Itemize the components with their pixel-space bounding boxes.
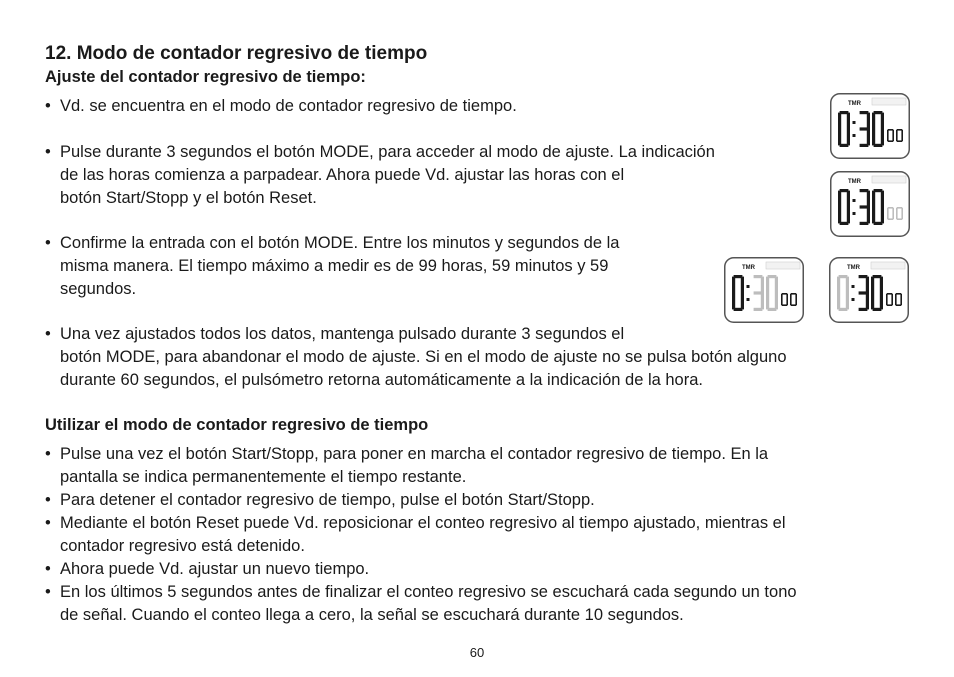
watch-lcd-icon: [829, 257, 909, 323]
lcd-segment: [881, 207, 884, 223]
lcd-segment: [901, 130, 903, 136]
lcd-segment: [791, 304, 796, 306]
lcd-top-bar: [766, 262, 800, 269]
lcd-segment: [872, 113, 875, 129]
use-bullet-5-line-2: de señal. Cuando el conteo llega a cero, la señal se escuchará durante 10 segundos.: [60, 606, 684, 624]
lcd-display-4: [829, 257, 909, 323]
lcd-segment: [872, 129, 875, 145]
lcd-segment: [775, 293, 778, 309]
lcd-segment: [887, 130, 889, 136]
lcd-segment: [782, 304, 787, 306]
lcd-label: TMR: [848, 101, 861, 107]
lcd-top-bar: [872, 176, 906, 183]
lcd-segment: [790, 300, 792, 306]
lcd-segment: [846, 293, 849, 309]
lcd-display-2: [830, 171, 910, 237]
use-bullet-4-line-1: Ahora puede Vd. ajustar un nuevo tiempo.: [60, 560, 370, 578]
use-bullet-5-line-1: En los últimos 5 segundos antes de finalizar el conteo regresivo se escuchará cada segundo un tono: [60, 583, 797, 601]
lcd-segment: [766, 293, 769, 309]
lcd-segment: [888, 207, 893, 209]
use-bullet-3-line-2: contador regresivo está detenido.: [60, 537, 305, 555]
lcd-segment: [786, 294, 788, 300]
lcd-segment: [888, 140, 893, 142]
lcd-segment: [860, 222, 869, 225]
page-number: 60: [469, 645, 485, 660]
lcd-segment: [837, 293, 840, 309]
setup-bullet-3-line-3: segundos.: [60, 280, 137, 298]
lcd-segment: [896, 130, 898, 136]
lcd-segment: [895, 300, 897, 306]
lcd-colon-dot: [853, 121, 856, 124]
lcd-display-3: [724, 257, 804, 323]
setup-bullet-3: [45, 232, 619, 301]
lcd-label: TMR: [848, 179, 861, 185]
lcd-segment: [781, 300, 783, 306]
lcd-segment: [888, 129, 893, 131]
lcd-segment: [892, 136, 894, 142]
lcd-segment: [867, 129, 870, 145]
lcd-segment: [837, 277, 840, 293]
lcd-display-1: [830, 93, 910, 159]
lcd-segment: [881, 191, 884, 207]
lcd-segment: [766, 277, 769, 293]
lcd-segment: [897, 129, 902, 131]
lcd-segment: [888, 218, 893, 220]
lcd-segment: [790, 294, 792, 300]
lcd-colon-dot: [852, 285, 855, 288]
lcd-segment: [892, 130, 894, 136]
use-heading: Utilizar el modo de contador regresivo de tiempo: [45, 416, 429, 434]
lcd-top-bar: [871, 262, 905, 269]
lcd-segment: [795, 300, 797, 306]
lcd-segment: [732, 293, 735, 309]
use-bullet-5: [45, 581, 797, 627]
lcd-segment: [761, 277, 764, 293]
lcd-segment: [732, 277, 735, 293]
lcd-segment: [866, 293, 869, 309]
lcd-segment: [897, 140, 902, 142]
lcd-segment: [880, 277, 883, 293]
lcd-segment: [859, 308, 868, 311]
lcd-segment: [887, 136, 889, 142]
lcd-segment: [901, 214, 903, 220]
lcd-segment: [846, 277, 849, 293]
bullet-dot: •: [45, 583, 51, 601]
setup-bullet-4: [45, 323, 787, 392]
use-bullet-4: [45, 558, 369, 581]
setup-bullet-2-line-1: Pulse durante 3 segundos el botón MODE, para acceder al modo de ajuste. La indicación: [60, 143, 715, 161]
lcd-colon-dot: [853, 212, 856, 215]
setup-heading: Ajuste del contador regresivo de tiempo:: [45, 68, 366, 86]
watch-lcd-icon: [830, 171, 910, 237]
bullet-dot: •: [45, 143, 51, 161]
setup-bullet-2-line-2: de las horas comienza a parpadear. Ahora puede Vd. ajustar las horas con el: [60, 166, 625, 184]
setup-bullet-1: [45, 95, 517, 118]
lcd-segment: [867, 207, 870, 223]
lcd-segment: [891, 300, 893, 306]
lcd-segment: [896, 136, 898, 142]
lcd-segment: [754, 308, 763, 311]
lcd-segment: [892, 208, 894, 214]
lcd-segment: [761, 293, 764, 309]
lcd-segment: [786, 300, 788, 306]
watch-lcd-icon: [724, 257, 804, 323]
lcd-segment: [900, 294, 902, 300]
lcd-segment: [872, 191, 875, 207]
lcd-colon-dot: [747, 285, 750, 288]
lcd-segment: [901, 136, 903, 142]
lcd-segment: [795, 294, 797, 300]
lcd-segment: [896, 208, 898, 214]
setup-bullet-2: [45, 141, 715, 210]
lcd-label: TMR: [742, 265, 755, 271]
section-title: 12. Modo de contador regresivo de tiempo: [45, 43, 428, 64]
lcd-segment: [838, 129, 841, 145]
lcd-colon-dot: [747, 298, 750, 301]
lcd-segment: [867, 191, 870, 207]
lcd-segment: [901, 208, 903, 214]
lcd-segment: [896, 214, 898, 220]
setup-bullet-4-line-3: durante 60 segundos, el pulsómetro retorna automáticamente a la indicación de la hora.: [60, 371, 703, 389]
lcd-segment: [887, 214, 889, 220]
use-bullet-2-line-1: Para detener el contador regresivo de tiempo, pulse el botón Start/Stopp.: [60, 491, 595, 509]
lcd-segment: [897, 218, 902, 220]
bullet-dot: •: [45, 445, 51, 463]
use-bullet-3: [45, 512, 786, 558]
lcd-segment: [860, 144, 869, 147]
bullet-dot: •: [45, 491, 51, 509]
use-bullet-3-line-1: Mediante el botón Reset puede Vd. reposicionar el conteo regresivo al tiempo ajustado, mientras el: [60, 514, 786, 532]
lcd-segment: [866, 277, 869, 293]
lcd-segment: [886, 294, 888, 300]
lcd-colon-dot: [852, 298, 855, 301]
watch-lcd-icon: [830, 93, 910, 159]
use-bullet-2: [45, 489, 595, 512]
setup-bullet-3-line-1: Confirme la entrada con el botón MODE. Entre los minutos y segundos de la: [60, 234, 620, 252]
lcd-segment: [741, 277, 744, 293]
lcd-segment: [838, 191, 841, 207]
setup-bullet-4-line-2: botón MODE, para abandonar el modo de ajuste. Si en el modo de ajuste no se pulsa botón alguno: [60, 348, 787, 366]
lcd-segment: [871, 293, 874, 309]
lcd-segment: [838, 207, 841, 223]
setup-bullet-1-line-1: Vd. se encuentra en el modo de contador regresivo de tiempo.: [60, 97, 517, 115]
bullet-dot: •: [45, 325, 51, 343]
lcd-segment: [781, 294, 783, 300]
lcd-top-bar: [872, 98, 906, 105]
lcd-segment: [847, 113, 850, 129]
use-bullet-1-line-2: pantalla se indica permanentemente el tiempo restante.: [60, 468, 467, 486]
lcd-segment: [741, 293, 744, 309]
lcd-segment: [897, 207, 902, 209]
bullet-dot: •: [45, 560, 51, 578]
bullet-dot: •: [45, 97, 51, 115]
lcd-segment: [872, 207, 875, 223]
setup-bullet-2-line-3: botón Start/Stopp y el botón Reset.: [60, 189, 317, 207]
lcd-label: TMR: [847, 265, 860, 271]
setup-bullet-3-line-2: misma manera. El tiempo máximo a medir es de 99 horas, 59 minutos y 59: [60, 257, 609, 275]
lcd-segment: [867, 113, 870, 129]
lcd-segment: [791, 293, 796, 295]
lcd-segment: [871, 277, 874, 293]
lcd-segment: [782, 293, 787, 295]
lcd-segment: [886, 300, 888, 306]
lcd-segment: [887, 304, 892, 306]
lcd-segment: [847, 207, 850, 223]
lcd-segment: [887, 293, 892, 295]
lcd-segment: [775, 277, 778, 293]
use-bullet-1: [45, 443, 768, 489]
bullet-dot: •: [45, 514, 51, 532]
bullet-dot: •: [45, 234, 51, 252]
lcd-segment: [881, 129, 884, 145]
lcd-segment: [896, 293, 901, 295]
lcd-segment: [892, 214, 894, 220]
use-bullet-1-line-1: Pulse una vez el botón Start/Stopp, para poner en marcha el contador regresivo de tiempo. En la: [60, 445, 769, 463]
lcd-segment: [895, 294, 897, 300]
lcd-segment: [881, 113, 884, 129]
lcd-segment: [896, 304, 901, 306]
lcd-segment: [838, 113, 841, 129]
lcd-segment: [847, 129, 850, 145]
lcd-colon-dot: [853, 134, 856, 137]
lcd-segment: [887, 208, 889, 214]
setup-bullet-4-line-1: Una vez ajustados todos los datos, mantenga pulsado durante 3 segundos el: [60, 325, 625, 343]
lcd-segment: [880, 293, 883, 309]
lcd-segment: [891, 294, 893, 300]
lcd-segment: [900, 300, 902, 306]
lcd-colon-dot: [853, 199, 856, 202]
lcd-segment: [847, 191, 850, 207]
